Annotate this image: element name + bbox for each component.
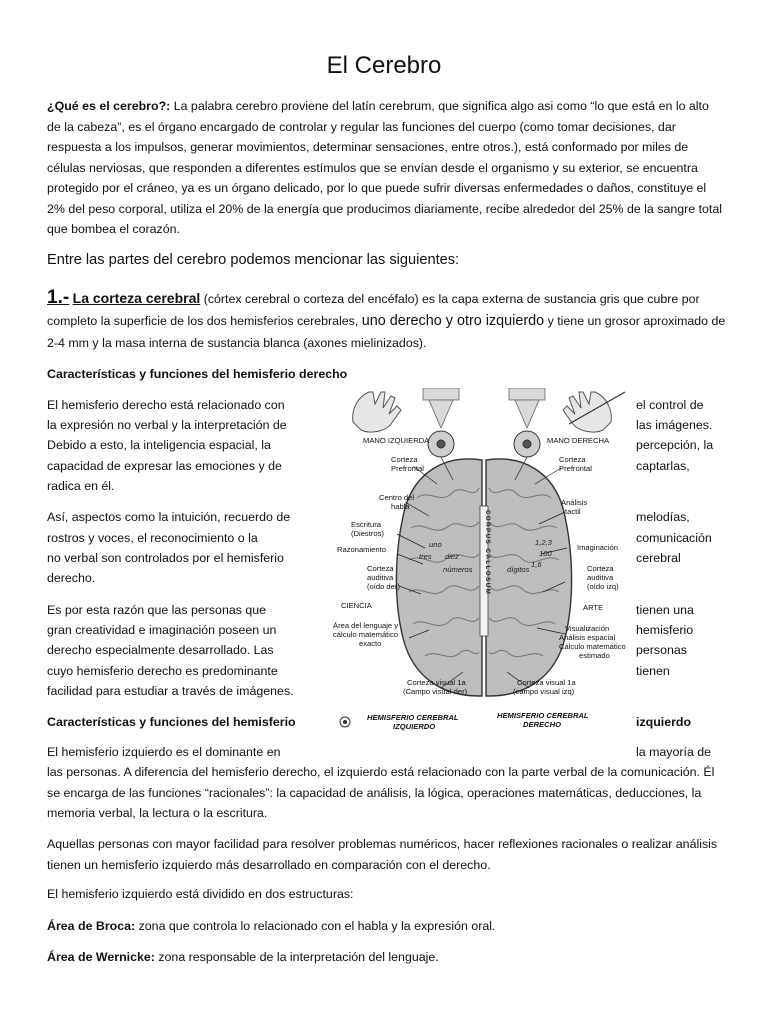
- rh-left-line: radica en él.: [47, 479, 115, 493]
- rh-right-line: el control de: [636, 398, 704, 412]
- brain-word-uno: uno: [429, 540, 442, 549]
- label-razonamiento: Razonamiento: [337, 545, 386, 554]
- lh-paragraph-3: El hemisferio izquierdo está dividido en dos estructuras:: [47, 887, 354, 901]
- label-visualizacion: Cálculo matemático: [559, 642, 626, 651]
- label-centro-habla: Centro del: [379, 493, 415, 502]
- brain-word-100: 100: [539, 549, 552, 558]
- rh-right-line: captarlas,: [636, 459, 690, 473]
- label-corteza-visual-left: Corteza visual 1a: [407, 678, 466, 687]
- brain-word-numeros: números: [443, 565, 473, 574]
- broca-text: zona que controla lo relacionado con el habla y la expresión oral.: [135, 919, 496, 933]
- parts-heading: Entre las partes del cerebro podemos mencionar las siguientes:: [47, 252, 460, 268]
- label-corteza-prefrontal-right: Corteza: [559, 455, 586, 464]
- rh-right-line: percepción, la: [636, 438, 714, 452]
- rh-right-line: comunicación: [636, 531, 712, 545]
- label-imaginacion: Imaginación: [577, 543, 618, 552]
- label-corteza-prefrontal-left: Prefrontal: [391, 464, 424, 473]
- rh-left-line: Así, aspectos como la intuición, recuerdo de: [47, 510, 291, 524]
- label-corteza-visual-left: (Campo visual der): [403, 687, 468, 696]
- label-area-lenguaje: Área del lenguaje y: [333, 621, 399, 630]
- intro-label: ¿Qué es el cerebro?:: [47, 99, 171, 113]
- rh-left-line: facilidad para estudiar a través de imágenes.: [47, 684, 294, 698]
- rh-left-line: derecho especialmente desarrollado. Las: [47, 643, 274, 657]
- label-mano-derecha: MANO DERECHA: [547, 436, 610, 445]
- label-corteza-visual-right: Corteza visual 1a: [517, 678, 576, 687]
- label-centro-habla: habla: [391, 502, 410, 511]
- rh-right-line: tienen: [636, 664, 670, 678]
- rh-left-line: cuyo hemisferio derecho es predominante: [47, 664, 278, 678]
- lh-paragraph-2: Aquellas personas con mayor facilidad para resolver problemas numéricos, hacer reflexiones racionales o realizar análisis tienen un hemisferio izquierdo más desarrollado en comparación con el derecho.: [47, 837, 718, 872]
- right-hemisphere-heading: Características y funciones del hemisferio derecho: [47, 367, 348, 381]
- broca-line: [47, 916, 495, 937]
- brain-hemispheres-diagram: [333, 388, 631, 734]
- intro-text: La palabra cerebro proviene del latín cerebrum, que significa algo asi como “lo que está en lo alto de la cabeza”, es el órgano encargado de controlar y regular las funciones del cuerpo (como tomar decisiones, dar respuesta a los impulsos, generar movimientos, determinar sensaciones, entre otros.), está conformado por miles de células nerviosas, que responden a diferentes estímulos que se envían desde el organismo y su exterior, se encuentra protegido por el cráneo, ya es un órgano delicado, por lo que puede sufrir diversas enfermedades o daños, constituye el 2% del peso corporal, utiliza el 20% de la energía que producimos diariamente, recibe alrededor del 25% de la sangre total que bombea el corazón.: [47, 99, 723, 236]
- brain-word-diez: diez: [445, 552, 459, 561]
- rh-left-line: no verbal son controlados por el hemisferio: [47, 551, 284, 565]
- brain-word-16: 1,6: [531, 560, 542, 569]
- rh-right-line: personas: [636, 643, 687, 657]
- label-corteza-auditiva-right: (oído izq): [587, 582, 619, 591]
- rh-left-line: derecho.: [47, 571, 96, 585]
- section-text-a: (córtex cerebral o corteza del encéfalo) es la capa externa de sustancia gris que cubre por completo la superficie de los dos hemisferios cerebrales,: [47, 292, 700, 328]
- left-hemisphere-heading-end: izquierdo: [636, 715, 692, 729]
- label-hemisferio-izquierdo: IZQUIERDO: [393, 722, 436, 731]
- label-hemisferio-derecho: HEMISFERIO CEREBRAL: [497, 711, 589, 720]
- lh-paragraph: las personas. A diferencia del hemisferio derecho, el izquierdo está relacionado con la parte verbal de la comunicación. Él se encarga de las funciones “racionales”: la capacidad de análisis, la lógica, operaciones matemáticas, deducciones, la memoria verbal, la lectura o la escritura.: [47, 765, 715, 820]
- rh-right-line: tienen una: [636, 603, 694, 617]
- label-corpus-callosum: CORPUS CALLOSUM: [484, 510, 490, 596]
- label-analisis-tactil: tactil: [565, 507, 581, 516]
- label-corteza-prefrontal-left: Corteza: [391, 455, 418, 464]
- wernicke-text: zona responsable de la interpretación del lenguaje.: [154, 950, 439, 964]
- lh-line1-right: la mayoría de: [636, 745, 712, 759]
- label-hemisferio-izquierdo: HEMISFERIO CEREBRAL: [367, 713, 459, 722]
- label-corteza-auditiva-right: auditiva: [587, 573, 614, 582]
- rh-left-line: rostros y voces, el reconocimiento o la: [47, 531, 258, 545]
- rh-right-line: cerebral: [636, 551, 681, 565]
- section-text-b: y tiene un grosor aproximado de 2-4 mm y la masa interna de sustancia blanca (axones mielinizados).: [47, 314, 726, 350]
- label-escritura: Escritura: [351, 520, 381, 529]
- label-corteza-visual-right: (campo visual izq): [513, 687, 575, 696]
- brain-word-digitos: dígitos: [507, 565, 530, 574]
- label-escritura: (Diestros): [351, 529, 384, 538]
- rh-left-line: la expresión no verbal y la interpretación de: [47, 418, 287, 432]
- lh-line1-left: El hemisferio izquierdo es el dominante en: [47, 745, 281, 759]
- label-hemisferio-derecho: DERECHO: [523, 720, 561, 729]
- rh-left-line: gran creatividad e imaginación poseen un: [47, 623, 277, 637]
- label-visualizacion: Visualización: [565, 624, 610, 633]
- section-number: 1.-: [47, 287, 70, 308]
- label-visualizacion: estimado: [579, 651, 610, 660]
- rh-right-line: hemisferio: [636, 623, 694, 637]
- label-ciencia: CIENCIA: [341, 601, 372, 610]
- section-corteza: [47, 287, 727, 354]
- rh-left-line: capacidad de expresar las emociones y de: [47, 459, 282, 473]
- label-corteza-auditiva-left: (oído der): [367, 582, 400, 591]
- label-arte: ARTE: [583, 603, 604, 612]
- label-area-lenguaje: cálculo matemático: [333, 630, 398, 639]
- rh-left-line: Debido a esto, la inteligencia espacial, la: [47, 438, 271, 452]
- label-corteza-auditiva-right: Corteza: [587, 564, 614, 573]
- label-visualizacion: Análisis espacial: [559, 633, 616, 642]
- label-corteza-auditiva-left: Corteza: [367, 564, 394, 573]
- section-name: La corteza cerebral: [72, 290, 201, 306]
- page-title: El Cerebro: [326, 52, 442, 79]
- label-analisis-tactil: Análisis: [561, 498, 588, 507]
- broca-label: Área de Broca:: [47, 919, 136, 933]
- label-area-lenguaje: exacto: [359, 639, 382, 648]
- wernicke-label: Área de Wernicke:: [47, 950, 155, 964]
- brain-word-123: 1,2,3: [535, 538, 552, 547]
- section-text-big: uno derecho y otro izquierdo: [361, 313, 545, 329]
- left-hemisphere-heading: Características y funciones del hemisferio: [47, 715, 296, 729]
- rh-left-line: Es por esta razón que las personas que: [47, 603, 267, 617]
- label-corteza-auditiva-left: auditiva: [367, 573, 394, 582]
- rh-right-line: las imágenes.: [636, 418, 713, 432]
- label-mano-izquierda: MANO IZQUIERDA: [363, 436, 430, 445]
- rh-left-line: El hemisferio derecho está relacionado con: [47, 398, 285, 412]
- label-corteza-prefrontal-right: Prefrontal: [559, 464, 592, 473]
- wernicke-line: [47, 947, 439, 968]
- brain-word-tres: tres: [419, 552, 432, 561]
- intro-paragraph: [47, 96, 722, 240]
- rh-right-line: melodías,: [636, 510, 690, 524]
